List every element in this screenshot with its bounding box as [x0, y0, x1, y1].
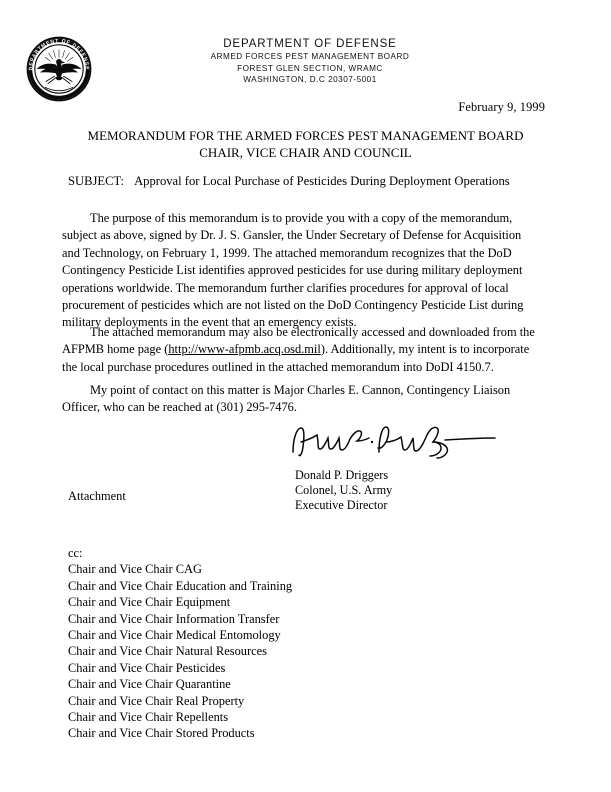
body-paragraph-3: [62, 382, 541, 417]
cc-item: Chair and Vice Chair Education and Training: [68, 578, 293, 593]
afpmb-home-page-link[interactable]: http://www-afpmb.acq.osd.mil: [168, 342, 321, 357]
org-section-line: FOREST GLEN SECTION, WRAMC: [237, 63, 383, 73]
subject-line: [68, 174, 510, 189]
memo-date: February 9, 1999: [458, 100, 545, 114]
cc-label: cc:: [68, 546, 83, 560]
cc-item: Chair and Vice Chair Equipment: [68, 595, 231, 610]
cc-list: [68, 545, 292, 742]
memo-heading-line-2: CHAIR, VICE CHAIR AND COUNCIL: [199, 144, 412, 160]
cc-item: Chair and Vice Chair Natural Resources: [68, 644, 267, 659]
cc-item: Chair and Vice Chair CAG: [68, 562, 202, 577]
body-paragraph-2: [62, 324, 541, 376]
paragraph-2-after-url: ). Additionally, my intent is to incorporate the local purchase procedures outlined in the attached memorandum into DoDI 4150.7.: [62, 342, 530, 374]
cc-item: Chair and Vice Chair Stored Products: [68, 726, 255, 741]
paragraph-3-text: My point of contact on this matter is Major Charles E. Cannon, Contingency Liaison Officer, who can be reached at (301) 295-7476.: [62, 383, 511, 415]
org-board-line: ARMED FORCES PEST MANAGEMENT BOARD: [210, 52, 410, 61]
letterhead-address: [165, 37, 455, 86]
dod-seal-icon: [24, 34, 94, 104]
signature-name-block: [295, 424, 525, 514]
cc-item: Chair and Vice Chair Information Transfer: [68, 611, 280, 626]
cc-item: Chair and Vice Chair Quarantine: [68, 677, 231, 692]
memo-heading-line-1: MEMORANDUM FOR THE ARMED FORCES PEST MANAGEMENT BOARD: [87, 128, 524, 143]
cc-item: Chair and Vice Chair Pesticides: [68, 660, 226, 675]
attachment-label: Attachment: [68, 489, 126, 503]
signature-block: [295, 424, 525, 514]
subject-text: Approval for Local Purchase of Pesticides During Deployment Operations: [134, 174, 510, 188]
org-city-zip-line: WASHINGTON, D.C 20307-5001: [243, 75, 377, 84]
cc-item: Chair and Vice Chair Medical Entomology: [68, 628, 281, 643]
letterhead: [0, 30, 611, 110]
cc-item: Chair and Vice Chair Repellents: [68, 710, 229, 725]
cc-item: Chair and Vice Chair Real Property: [68, 693, 245, 708]
memo-heading: [0, 128, 611, 161]
svg-text:DEPARTMENT OF DEFENSE: DEPARTMENT OF DEFENSE: [28, 38, 90, 71]
signer-rank: Colonel, U.S. Army: [295, 483, 393, 498]
signer-title: Executive Director: [295, 498, 388, 513]
paragraph-2-text: [62, 324, 541, 376]
paragraph-2-before-url: The attached memorandum may also be electronically accessed and downloaded from the AFPMB home page (: [62, 325, 535, 357]
body-paragraph-1: [62, 210, 541, 332]
paragraph-1-text: The purpose of this memorandum is to provide you with a copy of the memorandum, subject as above, signed by Dr. J. S. Gansler, the Under Secretary of Defense for Acquisition and Technology, on February 1, 1999. The attached memorandum recognizes that the DoD Contingency Pesticide List identifies approved pesticides for use during military deployment operations worldwide. The memorandum further clarifies procedures for approval of local procurement of pesticides which are not listed on the DoD Contingency Pesticide List during military deployments in the event that an emergency exists.: [62, 211, 524, 330]
subject-label: SUBJECT:: [68, 174, 125, 188]
org-name-line: DEPARTMENT OF DEFENSE: [223, 38, 397, 50]
signer-name: Donald P. Driggers: [295, 468, 389, 482]
